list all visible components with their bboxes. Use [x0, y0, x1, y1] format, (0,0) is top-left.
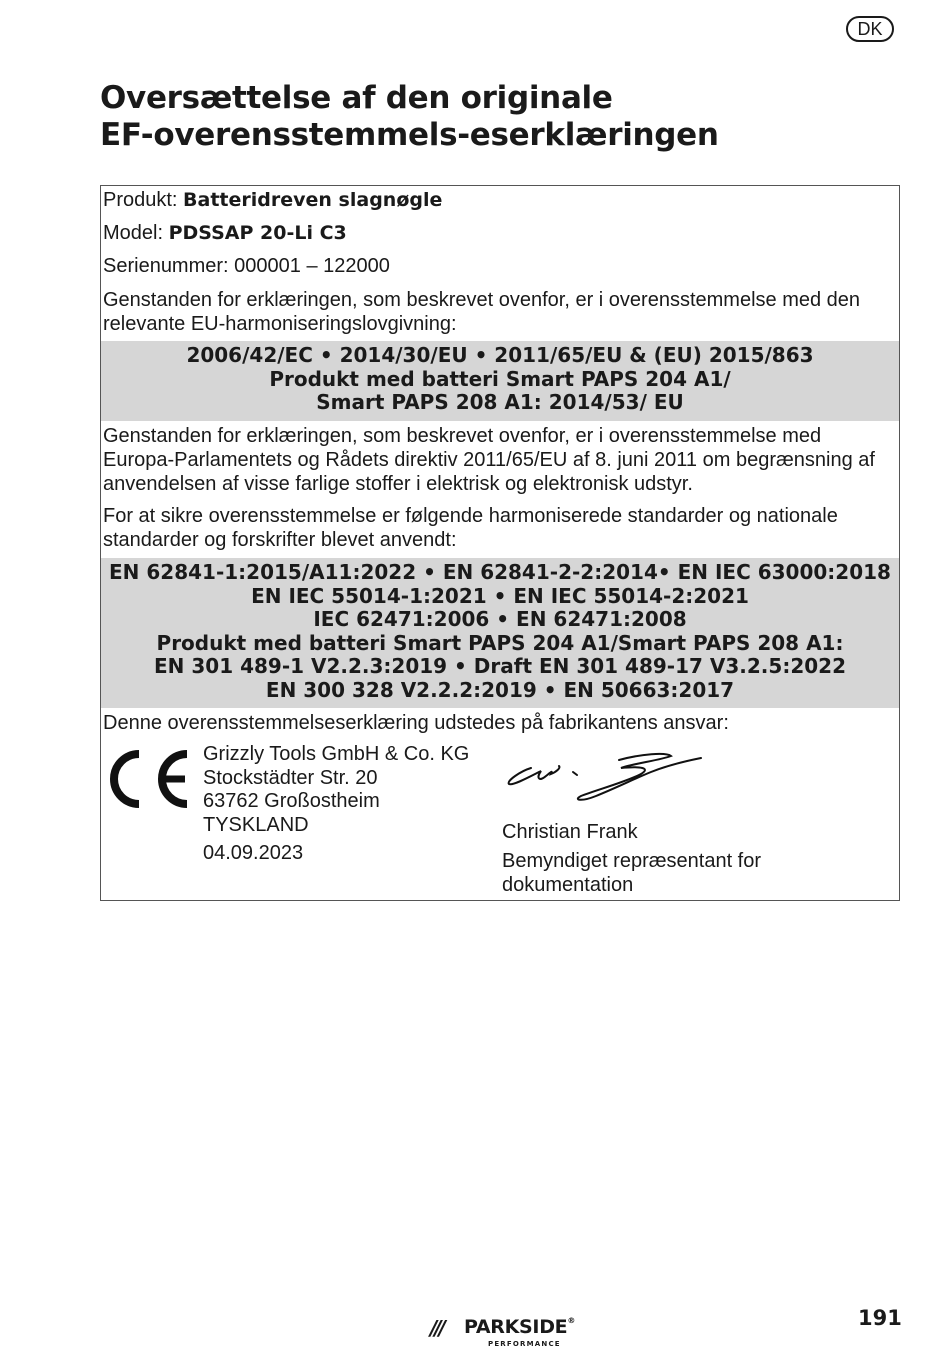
serial-number: Serienummer: 000001 – 122000 — [103, 255, 390, 277]
brand-subtitle: PERFORMANCE — [488, 1340, 561, 1348]
ce-mark-icon — [103, 746, 193, 812]
page-number: 191 — [858, 1306, 902, 1330]
directives-block — [101, 341, 899, 421]
standard-line: Produkt med batteri Smart PAPS 204 A1/Smart PAPS 208 A1: — [156, 630, 844, 655]
page-title — [100, 80, 900, 154]
product-value: Batteridreven slagnøgle — [183, 189, 443, 211]
standard-line: EN 300 328 V2.2.2:2019 • EN 50663:2017 — [265, 677, 735, 702]
brand-logo — [430, 1316, 590, 1354]
brand-name: PARKSIDE — [464, 1316, 568, 1338]
signer-name: Christian Frank — [502, 821, 638, 843]
language-badge: DK — [846, 16, 894, 42]
responsibility-text: Denne overensstemmelseserklæring udstedes på fabrikantens ansvar: — [103, 712, 729, 734]
standard-line: EN 62841-1:2015/A11:2022 • EN 62841-2-2:2014• EN IEC 63000:2018 — [109, 560, 891, 584]
conformity-paragraph: Genstanden for erklæringen, som beskrevet ovenfor, er i overensstemmelse med den relevante EU-harmoniseringslovgivning: — [103, 289, 861, 335]
brand-name-wrap — [464, 1316, 575, 1338]
product-line — [103, 188, 895, 212]
standard-line: EN IEC 55014-1:2021 • EN IEC 55014-2:2021 — [251, 583, 749, 608]
address-line: TYSKLAND — [203, 813, 309, 836]
model-label: Model: — [103, 222, 169, 244]
registered-mark: ® — [567, 1316, 576, 1325]
title-line-2: EF-overensstemmels-eserklæringen — [100, 117, 719, 153]
signature-image — [501, 746, 706, 816]
standards-block — [101, 558, 899, 708]
brand-slashes: /// — [430, 1316, 443, 1340]
declaration-date: 04.09.2023 — [203, 842, 304, 864]
model-line — [103, 221, 895, 245]
title-line-1: Oversættelse af den originale — [100, 80, 613, 116]
address-line: Grizzly Tools GmbH & Co. KG — [203, 743, 470, 765]
directive-line: 2006/42/EC • 2014/30/EU • 2011/65/EU & (EU) 2015/863 — [186, 343, 814, 367]
standard-line: IEC 62471:2006 • EN 62471:2008 — [313, 607, 687, 631]
manufacturer-address — [203, 743, 503, 837]
declaration-box — [100, 185, 900, 901]
address-line: 63762 Großostheim — [203, 790, 380, 812]
address-line: Stockstädter Str. 20 — [203, 766, 378, 789]
directive-line: Produkt med batteri Smart PAPS 204 A1/ — [269, 366, 731, 391]
standard-line: EN 301 489-1 V2.2.3:2019 • Draft EN 301 489-17 V3.2.5:2022 — [154, 654, 846, 678]
directive-line: Smart PAPS 208 A1: 2014/53/ EU — [316, 390, 684, 414]
model-value: PDSSAP 20-Li C3 — [168, 222, 347, 244]
product-label: Produkt: — [103, 189, 184, 211]
rohs-paragraph: Genstanden for erklæringen, som beskrevet ovenfor, er i overensstemmelse med Europa-Parlamentets og Rådets direktiv 2011/65/EU af 8. juni 2011 om begrænsning af anvendelsen af visse farlige stoffer i elektrisk og elektronisk udstyr. — [103, 425, 875, 495]
signer-role: Bemyndiget repræsentant for dokumentation — [502, 850, 762, 896]
standards-intro: For at sikre overensstemmelse er følgende harmoniserede standarder og nationale standarder og forskrifter blevet anvendt: — [103, 505, 838, 551]
